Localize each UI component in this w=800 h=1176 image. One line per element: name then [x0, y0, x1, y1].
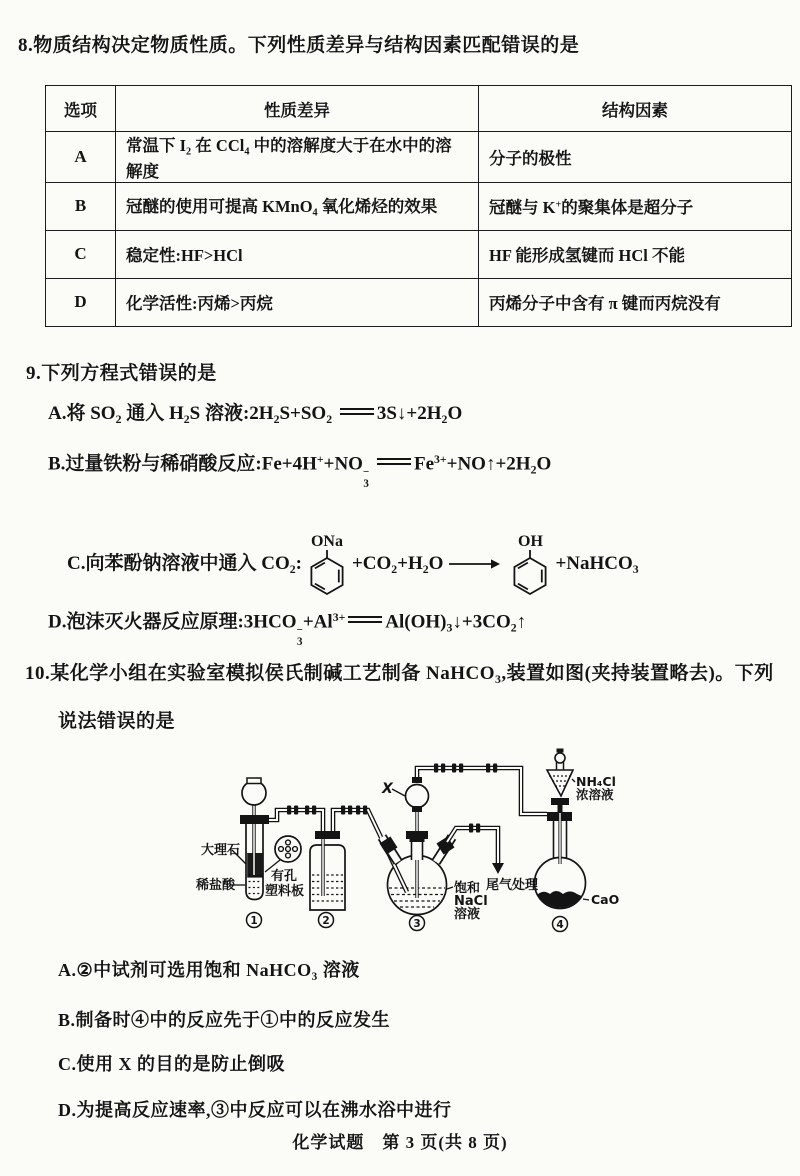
- table-row-b: [46, 182, 792, 230]
- tail-gas-label: 尾气处理: [486, 878, 539, 893]
- phenol-structure: [508, 533, 552, 597]
- q8-table-header-row: [46, 86, 792, 132]
- row-d-property: 化学活性:丙烯>丙烷: [116, 278, 479, 326]
- q9-option-a: A.将 $SO_2$ 通入 $H_2S$ 溶液$:2H_2S+SO_2$ $3S↓+2H_2O$: [48, 403, 463, 427]
- tube-junctions: [287, 764, 497, 833]
- nh3-gas-tube: [417, 768, 547, 814]
- q9-option-d: D.泡沫灭火器反应原理:3HCO − 3 $+Al^{3+}$ $Al(OH)_3↓+3CO_2↑$: [48, 611, 527, 648]
- q8-table: [45, 85, 792, 327]
- question-10-heading-line2: 说法错误的是: [58, 711, 176, 732]
- benzene-ring-icon: [305, 550, 349, 596]
- row-c-option: C: [46, 230, 116, 278]
- q10-option-a: A.②中试剂可选用饱和 NaHCO$_3$ 溶液: [58, 960, 360, 983]
- device-number-2: 2: [322, 915, 330, 927]
- nh3-generator-flask: [535, 749, 586, 909]
- q9-option-b: B.过量铁粉与稀硝酸反应:Fe+4H++NO − 3 $Fe^{3+}+NO↑+2H_2O$: [48, 453, 552, 490]
- row-c-property: 稳定性:HF>HCl: [116, 230, 479, 278]
- q10-option-c: C.使用 X 的目的是防止倒吸: [58, 1054, 285, 1074]
- x-bulb-label: X: [382, 781, 393, 797]
- q9-option-c: [48, 508, 639, 621]
- table-row-c: [46, 230, 792, 278]
- tail-gas-tube: [447, 828, 504, 874]
- thistle-funnel-bulb: [242, 781, 266, 805]
- q9-c-mid: $+CO_2+H_2O$: [351, 552, 444, 576]
- row-a-factor: 分子的极性: [479, 132, 792, 183]
- q8-header-factor: 结构因素: [479, 86, 792, 132]
- row-d-factor: 丙烯分子中含有 π 键而丙烷没有: [479, 278, 792, 326]
- sat-nacl-label-line2: NaCl: [454, 894, 488, 909]
- row-b-option: B: [46, 182, 116, 230]
- table-row-d: [46, 278, 792, 326]
- row-a-property: 常温下 $I_2$ 在 CCl$_4$ 中的溶解度大于在水中的溶解度: [116, 132, 479, 183]
- benzene-ring-icon: [508, 550, 552, 596]
- device-numbers: [247, 913, 568, 932]
- reaction-arrow-icon: [448, 558, 500, 570]
- cao-label: CaO: [591, 892, 620, 907]
- row-b-property: 冠醚的使用可提高 KMnO$_4$ 氧化烯烃的效果: [116, 182, 479, 230]
- q8-header-option: 选项: [46, 86, 116, 132]
- question-10-heading-line1: 10.某化学小组在实验室模拟侯氏制碱工艺制备 NaHCO$_3$,装置如图(夹持装置略去)。下列: [25, 663, 774, 687]
- q10-option-d: D.为提高反应速率,③中反应可以在沸水浴中进行: [58, 1100, 452, 1120]
- row-b-factor: 冠醚与 K+的聚集体是超分子: [479, 182, 792, 230]
- row-d-option: D: [46, 278, 116, 326]
- nh4cl-label-line2: 浓溶液: [576, 787, 614, 802]
- question-8-heading: 8.物质结构决定物质性质。下列性质差异与结构因素匹配错误的是: [18, 35, 580, 56]
- q10-option-b: B.制备时④中的反应先于①中的反应发生: [58, 1010, 391, 1030]
- q9-c-suffix: +NaHCO$_3$: [555, 552, 639, 576]
- device-number-3: 3: [413, 918, 421, 930]
- separating-funnel: [547, 749, 573, 814]
- plate-label-line2: 塑料板: [265, 884, 305, 899]
- funnel-stopper-ball: [555, 753, 565, 763]
- nh4cl-label-line1: NH₄Cl: [576, 774, 616, 789]
- q8-header-property: 性质差异: [116, 86, 479, 132]
- stopcock: [551, 798, 569, 805]
- bottle-stopper: [315, 831, 340, 839]
- perforated-plate-icon: [265, 836, 301, 872]
- down-arrow-icon: [492, 863, 504, 874]
- gas-washing-bottle: [310, 831, 345, 910]
- ring-substituent-label: OH: [518, 532, 543, 550]
- cao-solid: [537, 891, 582, 908]
- sat-nacl-label-line3: 溶液: [454, 907, 481, 922]
- row-a-option: A: [46, 132, 116, 183]
- q9-c-prefix: C.向苯酚钠溶液中通入 $CO_2$:: [67, 552, 302, 576]
- table-row-a: [46, 132, 792, 183]
- apparatus-diagram: [185, 748, 745, 940]
- plate-label-line1: 有孔: [271, 869, 298, 884]
- test-tube-stopper: [240, 815, 269, 824]
- phenolate-structure: [305, 533, 349, 597]
- device-number-4: 4: [556, 919, 564, 931]
- middle-neck-stopper: [406, 831, 428, 839]
- flask-necks: [382, 831, 452, 862]
- marble-label: 大理石: [201, 843, 241, 858]
- question-9-heading: 9.下列方程式错误的是: [26, 363, 217, 384]
- ring-substituent-label: ONa: [310, 532, 343, 550]
- anti-suckback-bulb: [406, 777, 429, 812]
- sat-nacl-label-line1: 饱和: [454, 881, 481, 896]
- device-number-1: 1: [250, 915, 258, 927]
- left-neck-stopper: [385, 840, 392, 851]
- dilute-hcl-label: 稀盐酸: [196, 878, 236, 893]
- page-footer: 化学试题 第 3 页(共 8 页): [292, 1133, 508, 1152]
- row-c-factor: HF 能形成氢键而 HCl 不能: [479, 230, 792, 278]
